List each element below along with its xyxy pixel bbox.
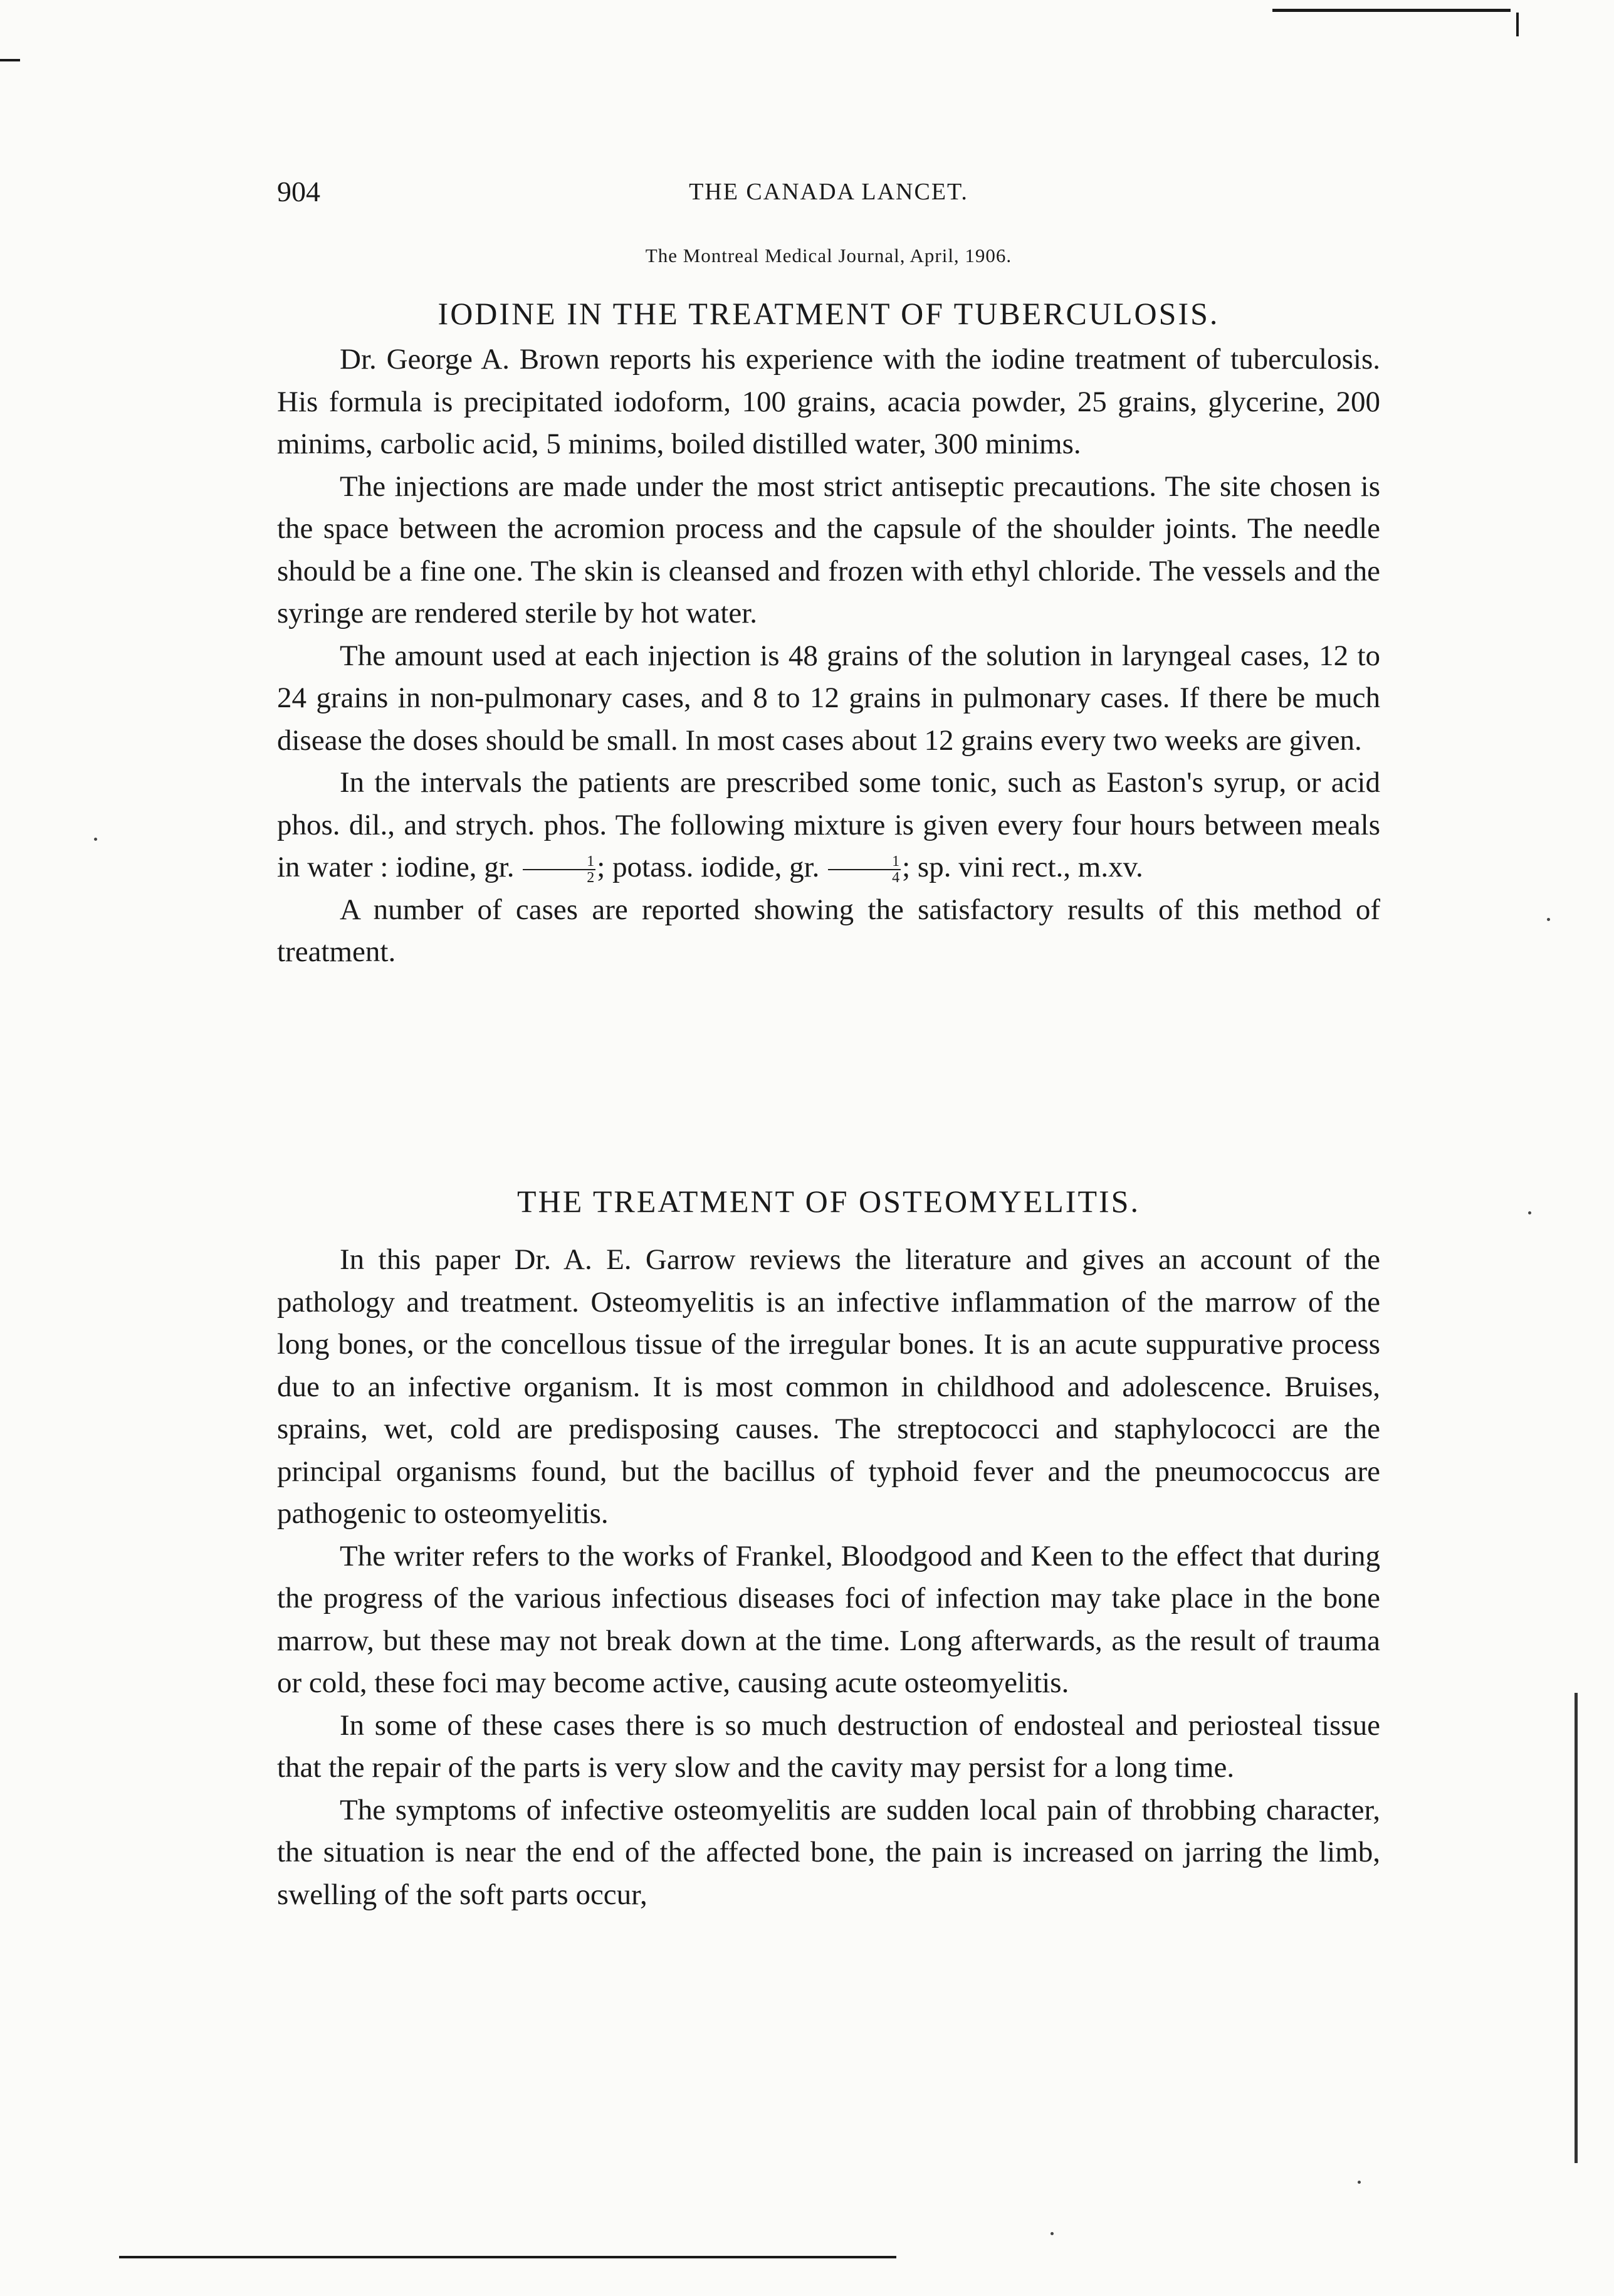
scan-speck: [1528, 1211, 1531, 1214]
scan-speck: [1358, 2181, 1361, 2184]
paragraph: The injections are made under the most strict antiseptic precautions. The site chosen is the space between the acromion process and the capsule of the shoulder joints. The needle should be a fine one. The skin is cleansed and frozen with ethyl chloride. The vessels and the syringe are rendered sterile by hot water.: [277, 470, 1380, 629]
paragraph: In some of these cases there is so much destruction of endosteal and periosteal tissue that the repair of the parts is very slow and the cavity may persist for a long time.: [277, 1709, 1380, 1784]
running-head: THE CANADA LANCET.: [689, 179, 968, 205]
scan-speck: [1051, 2232, 1054, 2235]
paragraph-mixture: [277, 762, 1380, 889]
article-body-iodine: [277, 339, 1380, 974]
scan-edge-rule-top: [1272, 9, 1511, 12]
scan-binding-edge: [1575, 1693, 1578, 2163]
page-number: 904: [277, 176, 320, 208]
article-title-osteomyelitis: THE TREATMENT OF OSTEOMYELITIS.: [517, 1184, 1140, 1219]
page-header: [277, 173, 1380, 211]
paragraph-text: ; sp. vini rect., m.xv.: [902, 851, 1143, 883]
article-title-iodine: IODINE IN THE TREATMENT OF TUBERCULOSIS.: [438, 296, 1220, 331]
scan-edge-mark-left: [0, 59, 20, 61]
scan-speck: [94, 838, 97, 841]
source-citation: The Montreal Medical Journal, April, 1906.: [645, 245, 1012, 266]
paragraph: The symptoms of infective osteomyelitis are sudden local pain of throbbing character, the situation is near the end of the affected bone, the pain is increased on jarring the limb, swelling of the soft parts occur,: [277, 1793, 1380, 1911]
paragraph: Dr. George A. Brown reports his experience with the iodine treatment of tuberculosis. His formula is precipitated iodoform, 100 grains, acacia powder, 25 grains, glycerine, 200 minims, carbolic acid, 5 minims, boiled distilled water, 300 minims.: [277, 343, 1380, 460]
article-body-osteomyelitis: [277, 1239, 1380, 1916]
paragraph: A number of cases are reported showing the satisfactory results of this method of treatment.: [277, 893, 1380, 968]
scan-edge-tick-top: [1516, 13, 1519, 36]
paragraph: In this paper Dr. A. E. Garrow reviews the literature and gives an account of the pathology and treatment. Osteomyelitis is an infective inflammation of the marrow of the long bones, or the concellous tissue of the irregular bones. It is an acute suppurative process due to an infective organism. It is most common in childhood and adolescence. Bruises, sprains, wet, cold are predisposing causes. The streptococci and staphylococci are the principal organisms found, but the bacillus of typhoid fever and the pneumococcus are pathogenic to osteomyelitis.: [277, 1243, 1380, 1530]
scan-speck: [1547, 918, 1550, 921]
paragraph: The amount used at each injection is 48 grains of the solution in laryngeal cases, 12 to 24 grains in non-pulmonary cases, and 8 to 12 grains in pulmonary cases. If there be much disease the doses should be small. In most cases about 12 grains every two weeks are given.: [277, 639, 1380, 757]
fraction-quarter: $\frac{1}{4}$: [828, 854, 901, 885]
paragraph-text: In the intervals the patients are prescribed some tonic, such as Easton's syrup, or acid phos. dil., and strych. phos. The following mixture is given every four hours between meals in water : iodine, gr.: [277, 766, 1380, 883]
paragraph-text: ; potass. iodide, gr.: [597, 851, 820, 883]
scan-edge-rule-bottom: [119, 2256, 896, 2258]
paragraph: The writer refers to the works of Frankel, Bloodgood and Keen to the effect that during the progress of the various infectious diseases foci of infection may take place in the bone marrow, but these may not break down at the time. Long afterwards, as the result of trauma or cold, these foci may become active, causing acute osteomyelitis.: [277, 1539, 1380, 1699]
fraction-half: $\frac{1}{2}$: [523, 854, 595, 885]
